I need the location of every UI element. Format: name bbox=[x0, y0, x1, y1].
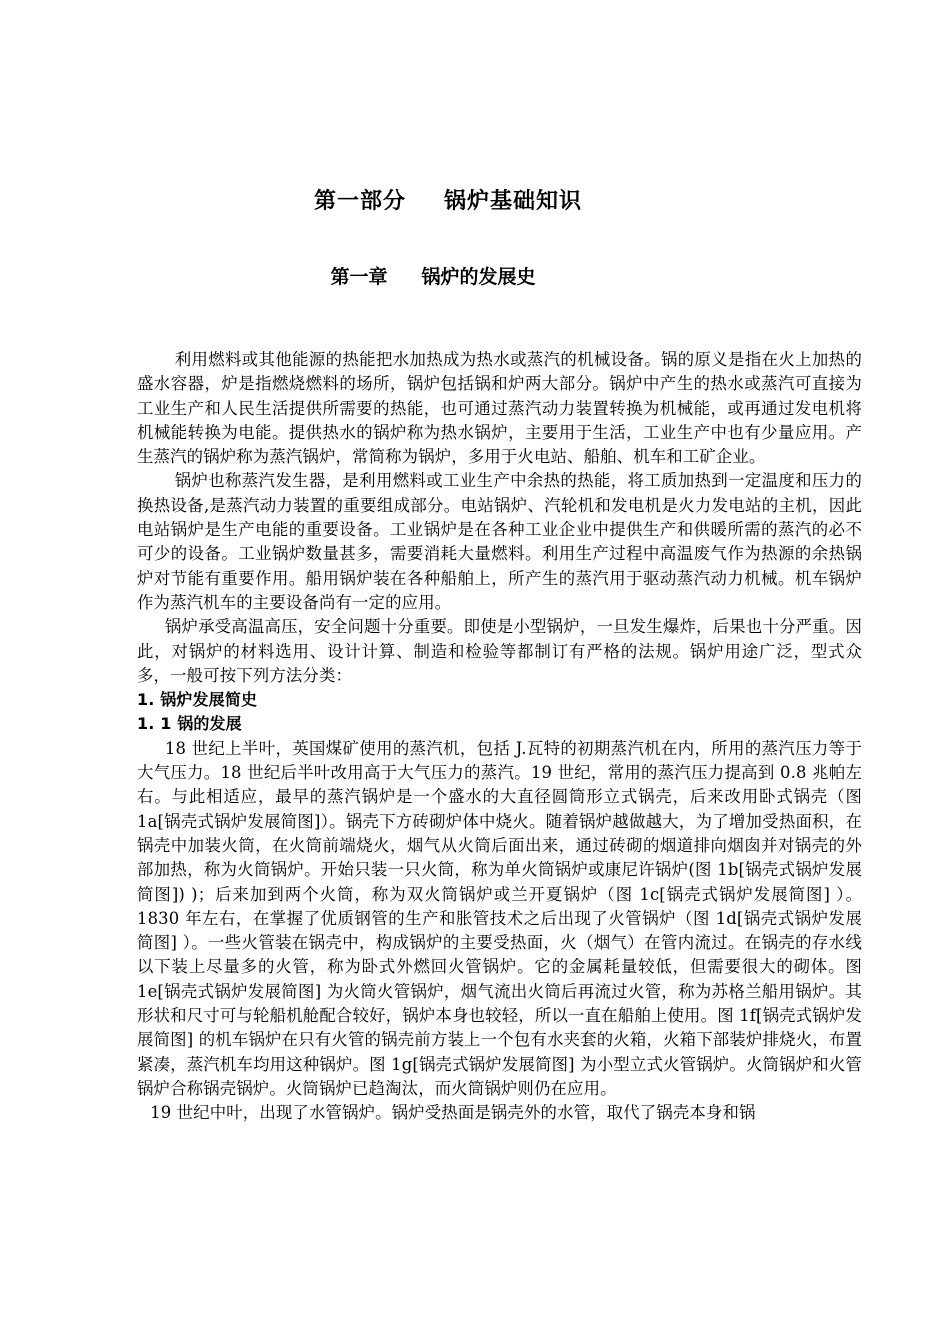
chapter-title bbox=[0, 262, 866, 289]
section-heading: 1. 锅炉发展简史 bbox=[137, 690, 258, 710]
paragraph-boiler-definition: 利用燃料或其他能源的热能把水加热成为热水或蒸汽的机械设备。锅的原义是指在火上加热的盛水容器，炉是指燃烧燃料的场所，锅炉包括锅和炉两大部分。锅炉中产生的热水或蒸汽可直接为工业生产和人民生活提供所需要的热能，也可通过蒸汽动力装置转换为机械能，或再通过发电机将机械能转换为电能。提供热水的锅炉称为热水锅炉，主要用于生活，工业生产中也有少量应用。产生蒸汽的锅炉称为蒸汽锅炉，常简称为锅炉，多用于火电站、船舶、机车和工矿企业。 bbox=[137, 350, 862, 467]
chapter-title-text: 锅炉的发展史 bbox=[421, 266, 536, 288]
subsection-heading: 1. 1 锅的发展 bbox=[137, 714, 242, 734]
paragraph-safety: 锅炉承受高温高压，安全问题十分重要。即使是小型锅炉，一旦发生爆炸，后果也十分严重。因此，对锅炉的材料选用、设计计算、制造和检验等都制订有严格的法规。锅炉用途广泛，型式众多，一般可按下列方法分类： bbox=[137, 617, 862, 685]
part-title-text: 锅炉基础知识 bbox=[444, 189, 583, 214]
document-body bbox=[137, 348, 862, 1126]
chapter-title-number: 第一章 bbox=[330, 266, 388, 288]
part-title-number: 第一部分 bbox=[313, 189, 406, 214]
paragraph-water-tube: 19 世纪中叶，出现了水管锅炉。锅炉受热面是锅壳外的水管，取代了锅壳本身和锅 bbox=[150, 1103, 756, 1123]
paragraph-steam-generator: 锅炉也称蒸汽发生器，是利用燃料或工业生产中余热的热能，将工质加热到一定温度和压力的换热设备,是蒸汽动力装置的重要组成部分。电站锅炉、汽轮机和发电机是火力发电站的主机，因此电站锅炉是生产电能的重要设备。工业锅炉是在各种工业企业中提供生产和供暖所需的蒸汽的必不可少的设备。工业锅炉数量甚多，需要消耗大量燃料。利用生产过程中高温废气作为热源的余热锅炉对节能有重要作用。船用锅炉装在各种船舶上，所产生的蒸汽用于驱动蒸汽动力机械。机车锅炉作为蒸汽机车的主要设备尚有一定的应用。 bbox=[137, 471, 862, 612]
paragraph-history: 18 世纪上半叶，英国煤矿使用的蒸汽机，包括 J.瓦特的初期蒸汽机在内，所用的蒸汽压力等于大气压力。18 世纪后半叶改用高于大气压力的蒸汽。19 世纪，常用的蒸汽压力提高到 0.8 兆帕左右。与此相适应，最早的蒸汽锅炉是一个盛水的大直径圆筒形立式锅壳，后来改用卧式锅壳（图 1a[锅壳式锅炉发展简图]）。锅壳下方砖砌炉体中烧火。随着锅炉越做越大，为了增加受热面积，在锅壳中加装火筒，在火筒前端烧火，烟气从火筒后面出来，通过砖砌的烟道排向烟囱并对锅壳的外部加热，称为火筒锅炉。开始只装一只火筒，称为单火筒锅炉或康尼许锅炉(图 1b[锅壳式锅炉发展简图]) )；后来加到两个火筒，称为双火筒锅炉或兰开夏锅炉（图 1c[锅壳式锅炉发展简图] ）。1830 年左右，在掌握了优质钢管的生产和胀管技术之后出现了火管锅炉（图 1d[锅壳式锅炉发展简图] ）。一些火管装在锅壳中，构成锅炉的主要受热面，火（烟气）在管内流过。在锅壳的存水线以下装上尽量多的火管，称为卧式外燃回火管锅炉。它的金属耗量较低，但需要很大的砌体。图 1e[锅壳式锅炉发展简图] 为火筒火管锅炉，烟气流出火筒后再流过火管，称为苏格兰船用锅炉。其形状和尺寸可与轮船机舱配合较好，锅炉本身也较轻，所以一直在船舶上使用。图 1f[锅壳式锅炉发展简图] 的机车锅炉在只有火管的锅壳前方装上一个包有水夹套的火箱，火箱下部装炉排烧火，布置紧凑，蒸汽机车均用这种锅炉。图 1g[锅壳式锅炉发展简图] 为小型立式火管锅炉。火筒锅炉和火管锅炉合称锅壳锅炉。火筒锅炉已趋淘汰，而火筒锅炉则仍在应用。 bbox=[137, 738, 862, 1098]
part-title bbox=[0, 184, 896, 215]
